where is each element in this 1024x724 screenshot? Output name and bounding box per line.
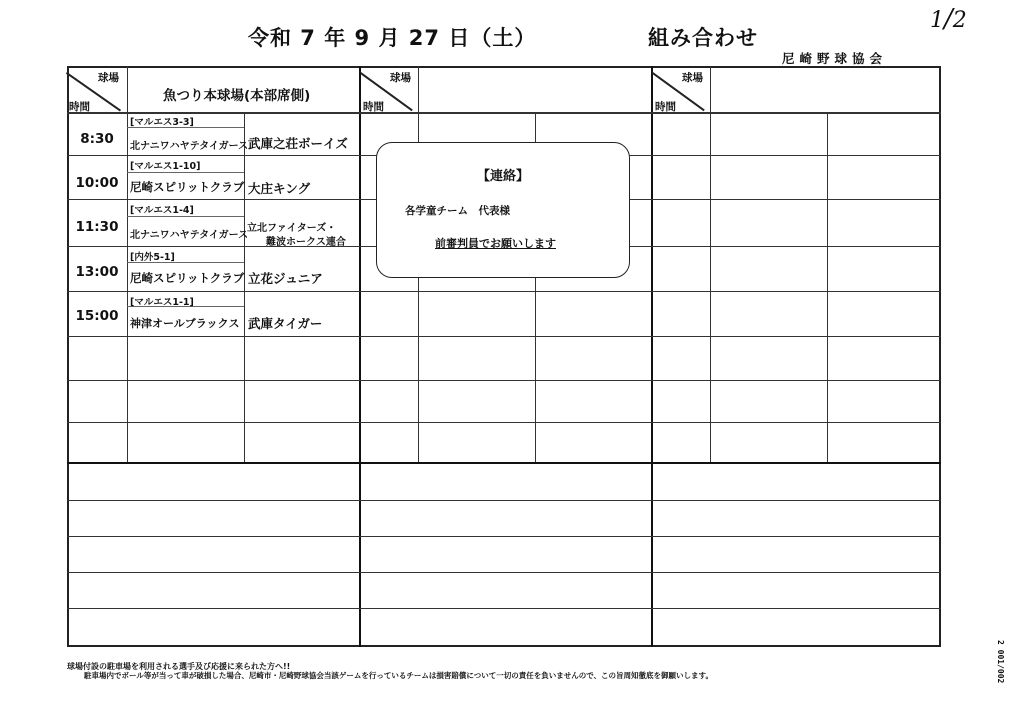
code-underline bbox=[127, 216, 244, 217]
time-column-line bbox=[127, 66, 128, 462]
notice-recipients: 各学童チーム 代表様 bbox=[405, 205, 510, 217]
game-time: 8:30 bbox=[80, 131, 114, 147]
venue-separator-2 bbox=[651, 66, 653, 647]
row-line bbox=[67, 422, 941, 423]
time-label: 時間 bbox=[655, 101, 676, 113]
game-time: 13:00 bbox=[75, 264, 119, 280]
game-time: 10:00 bbox=[75, 175, 119, 191]
team-column-line bbox=[827, 112, 828, 462]
header-divider bbox=[67, 112, 941, 114]
page-number-denominator: 2 bbox=[952, 8, 967, 33]
team-home: 尼崎スピリットクラブ bbox=[130, 180, 245, 194]
notes-line bbox=[67, 572, 941, 573]
grid-bottom-divider bbox=[67, 462, 941, 464]
page-number-numerator: 1 bbox=[930, 8, 944, 33]
team-away: 立花ジュニア bbox=[248, 271, 323, 286]
time-column-line bbox=[710, 66, 711, 462]
notice-box bbox=[376, 142, 630, 278]
row-line bbox=[67, 336, 941, 337]
field-label: 球場 bbox=[98, 72, 119, 84]
game-code: [内外5-1] bbox=[130, 252, 175, 263]
fax-page-code: 2 001/002 bbox=[996, 640, 1005, 684]
game-code: [マルエス1-1] bbox=[130, 297, 194, 308]
game-code: [マルエス3-3] bbox=[130, 117, 194, 128]
team-away: 武庫之荘ボーイズ bbox=[248, 136, 348, 151]
venue-separator-1 bbox=[359, 66, 361, 647]
page-title: 令和 7 年 9 月 27 日（土） bbox=[248, 26, 537, 50]
team-home: 尼崎スピリットクラブ bbox=[130, 271, 245, 285]
field-label: 球場 bbox=[682, 72, 703, 84]
notes-line bbox=[67, 608, 941, 609]
field-label: 球場 bbox=[390, 72, 411, 84]
team-away-line2: 難波ホークス連合 bbox=[266, 237, 346, 248]
page-number-mark bbox=[930, 4, 967, 34]
notice-message: 前審判員でお願いします bbox=[435, 237, 556, 250]
team-column-line bbox=[244, 112, 245, 462]
team-away-line1: 立北ファイターズ・ bbox=[247, 223, 337, 234]
page-subtitle: 組み合わせ bbox=[648, 26, 758, 50]
code-underline bbox=[127, 172, 244, 173]
footer-heading: 球場付設の駐車場を利用される選手及び応援に来られた方へ!! bbox=[67, 662, 291, 671]
time-label: 時間 bbox=[363, 101, 384, 113]
team-home: 北ナニワハヤテタイガース bbox=[130, 230, 249, 241]
notes-line bbox=[67, 536, 941, 537]
game-code: [マルエス1-10] bbox=[130, 161, 201, 172]
time-label: 時間 bbox=[69, 101, 90, 113]
team-home: 神津オールブラックス bbox=[130, 317, 240, 330]
game-time: 15:00 bbox=[75, 308, 119, 324]
notice-title: 【連絡】 bbox=[476, 169, 529, 184]
team-away: 大庄キング bbox=[248, 181, 311, 196]
row-line bbox=[67, 291, 941, 292]
team-away: 武庫タイガー bbox=[248, 316, 323, 331]
game-code: [マルエス1-4] bbox=[130, 205, 194, 216]
notes-line bbox=[67, 500, 941, 501]
team-home: 北ナニワハヤテタイガース bbox=[130, 141, 249, 152]
row-line bbox=[67, 380, 941, 381]
organizer-name: 尼崎野球協会 bbox=[782, 51, 888, 66]
game-time: 11:30 bbox=[75, 219, 119, 235]
page-number-slash: / bbox=[944, 4, 953, 34]
footer-disclaimer: 駐車場内でボール等が当って車が破損した場合、尼崎市・尼崎野球協会当該ゲームを行っているチームは損害賠償について一切の責任を負いませんので、この旨周知徹底を御願いします。 bbox=[84, 671, 713, 680]
venue-name-1: 魚つり本球場(本部席側) bbox=[163, 88, 311, 104]
